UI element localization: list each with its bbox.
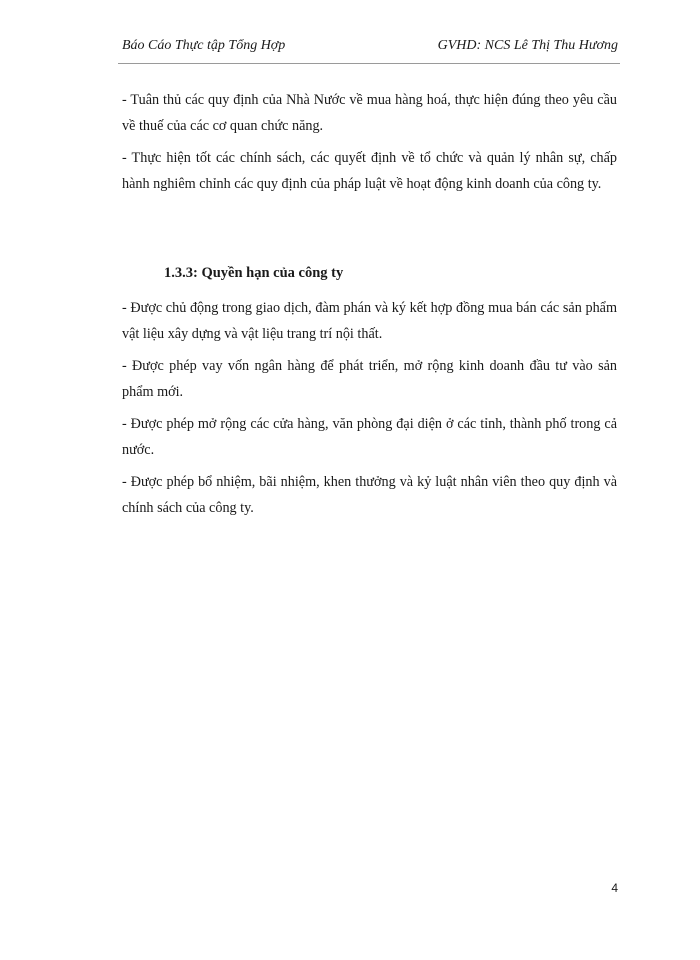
- list-item: - Được phép mở rộng các cửa hàng, văn phòng đại diện ở các tỉnh, thành phố trong cả nước.: [122, 416, 617, 458]
- section-heading: 1.3.3: Quyền hạn của công ty: [164, 265, 344, 281]
- header-report-title: Báo Cáo Thực tập Tổng Hợp: [122, 38, 286, 53]
- list-item: - Được phép vay vốn ngân hàng để phát triển, mở rộng kinh doanh đầu tư vào sản phẩm mới.: [122, 358, 617, 400]
- list-item: - Được phép bổ nhiệm, bãi nhiệm, khen thưởng và kỷ luật nhân viên theo quy định và chính sách của công ty.: [122, 474, 617, 516]
- page-header: [122, 38, 618, 58]
- list-item: - Được chủ động trong giao dịch, đàm phán và ký kết hợp đồng mua bán các sản phẩm vật liệu xây dựng và vật liệu trang trí nội thất.: [122, 300, 617, 342]
- header-divider: [118, 63, 620, 64]
- section-items: [122, 295, 617, 521]
- paragraph: - Tuân thủ các quy định của Nhà Nước về mua hàng hoá, thực hiện đúng theo yêu cầu về thuế của các cơ quan chức năng.: [122, 92, 617, 134]
- page-number: 4: [611, 881, 618, 895]
- paragraph: - Thực hiện tốt các chính sách, các quyết định về tổ chức và quản lý nhân sự, chấp hành nghiêm chỉnh các quy định của pháp luật về hoạt động kinh doanh của công ty.: [122, 150, 617, 192]
- header-supervisor: GVHD: NCS Lê Thị Thu Hương: [437, 38, 618, 53]
- paragraph-group-top: [122, 87, 617, 197]
